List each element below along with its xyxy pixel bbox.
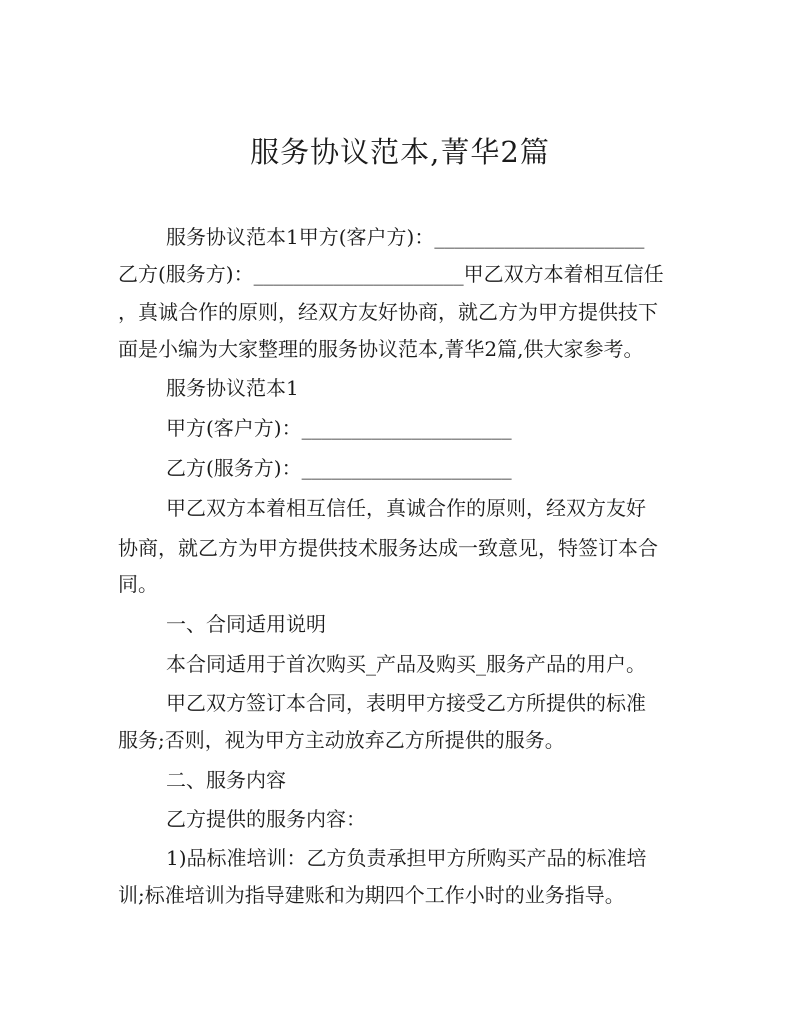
- document-title: 服务协议范本,菁华2篇: [250, 135, 550, 169]
- section-heading: 二、服务内容: [166, 768, 286, 792]
- paragraph-line: ，真诚合作的原则，经双方友好协商，就乙方为甲方提供技下: [118, 300, 658, 324]
- paragraph-line: 协商，就乙方为甲方提供技术服务达成一致意见，特签订本合: [118, 536, 658, 560]
- paragraph-line: 甲方(客户方)：_____________________: [166, 416, 512, 440]
- paragraph-line: 本合同适用于首次购买_产品及购买_服务产品的用户。: [166, 652, 646, 676]
- paragraph-line: 服务;否则，视为甲方主动放弃乙方所提供的服务。: [118, 728, 565, 752]
- paragraph-line: 乙方(服务方)：_____________________甲乙双方本着相互信任: [118, 262, 664, 286]
- paragraph-line: 面是小编为大家整理的服务协议范本,菁华2篇,供大家参考。: [118, 337, 644, 361]
- paragraph-line: 甲乙双方签订本合同，表明甲方接受乙方所提供的标准: [166, 691, 646, 715]
- section-heading: 服务协议范本1: [166, 376, 299, 400]
- paragraph-line: 甲乙双方本着相互信任，真诚合作的原则，经双方友好: [166, 496, 646, 520]
- paragraph-line: 同。: [118, 572, 158, 596]
- paragraph-line: 乙方(服务方)：_____________________: [166, 456, 512, 480]
- section-heading: 一、合同适用说明: [166, 612, 326, 636]
- paragraph-line: 1)品标准培训：乙方负责承担甲方所购买产品的标准培: [166, 846, 647, 870]
- paragraph-line: 训;标准培训为指导建账和为期四个工作小时的业务指导。: [118, 883, 625, 907]
- paragraph-line: 服务协议范本1甲方(客户方)：_____________________: [166, 225, 645, 249]
- paragraph-line: 乙方提供的服务内容：: [166, 807, 366, 831]
